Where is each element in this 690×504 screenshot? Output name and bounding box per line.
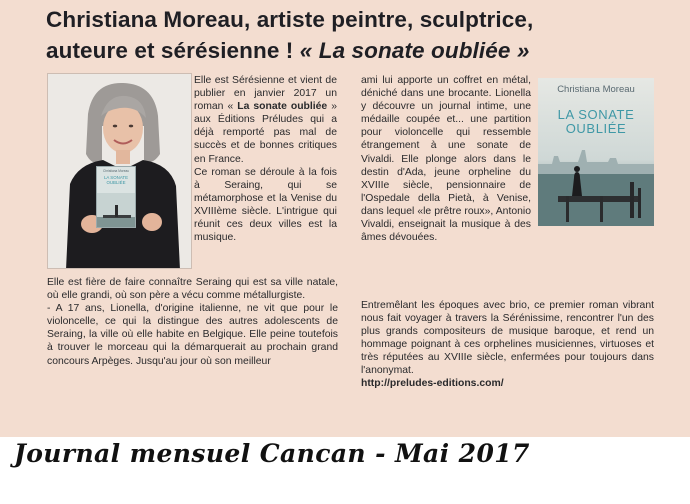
cover-title-line2: OUBLIÉE — [565, 121, 627, 136]
story-paragraph: ami lui apporte un coffret en métal, déniché dans une brocante. Lionella y découvre un journal intime, une médaille coupée et... une partition pour violoncelle qui ressemble étrangement à une sonate de Vivaldi. Elle plonge alors dans le destin d'Ada, jeune orpheline du XVIIIe siècle, pensionnaire de l'Ospedale della Pietà, à Venise, dans lequel «le prêtre roux», Antonio Vivaldi, enseignait la musique à des âmes dévouées. — [361, 75, 531, 244]
setting-paragraph: Ce roman se déroule à la fois à Seraing, qui se métamorphose et la Venise du XVIIIème siècle. L'intrigue qui réunit ces deux villes est la musique. — [194, 166, 337, 244]
book-cover — [538, 78, 654, 226]
cover-title-line1: LA SONATE — [557, 107, 635, 122]
headline-line1: Christiana Moreau, artiste peintre, sculptrice, — [46, 7, 534, 32]
review-paragraph: Entremêlant les époques avec brio, ce premier roman vibrant nous fait voyager à travers la Sérénissime, rencontrer l'un des plus grands compositeurs de musique baroque, et rend un hommage poignant à ces orphelines musiciennes, virtuoses et très réputées au XVIIIe siècle, enfermées pour toujours dans l'anonymat. — [361, 300, 654, 377]
article-column1-bottom — [47, 276, 338, 368]
cover-title — [538, 108, 654, 136]
intro-text-end: » aux Éditions Préludes qui a déjà remporté pas mal de succès et de bonnes critiques en France. — [194, 101, 337, 165]
source-caption: Journal mensuel Cancan - Mai 2017 — [14, 439, 530, 468]
headline-book-title: « La sonate oubliée » — [299, 38, 530, 63]
publisher-link[interactable]: http://preludes-editions.com/ — [361, 378, 504, 389]
headline-line2: auteure et sérésienne ! — [46, 38, 300, 63]
book-title-bold: La sonate oubliée — [237, 101, 328, 113]
author-photo — [47, 73, 192, 269]
article-column2-top — [361, 74, 531, 244]
photo-book — [96, 166, 136, 228]
cover-author: Christiana Moreau — [557, 84, 635, 95]
article-column1-top — [194, 74, 337, 244]
headline — [46, 4, 686, 66]
article-column2-bottom — [361, 299, 654, 378]
photo-book-title: LA SONATE OUBLIÉE — [103, 175, 129, 185]
synopsis-paragraph: - A 17 ans, Lionella, d'origine italienne, ne vit que pour le violoncelle, ce qui la distingue des autres adolescents de Seraing, la ville où elle habite en Belgique. Elle peine toutefois à trouver le morceau qui la démarquerait au prochain grand concours Arpèges. Jusqu'au jour où son meilleur — [47, 303, 338, 367]
intro-text: Elle est Sérésienne et vient de publier en janvier 2017 un roman « — [194, 75, 337, 113]
hometown-paragraph: Elle est fière de faire connaître Seraing qui est sa ville natale, où elle grandi, où son père a vécu comme métallurgiste. — [47, 277, 338, 302]
photo-book-author: Christiana Moreau — [102, 169, 130, 173]
